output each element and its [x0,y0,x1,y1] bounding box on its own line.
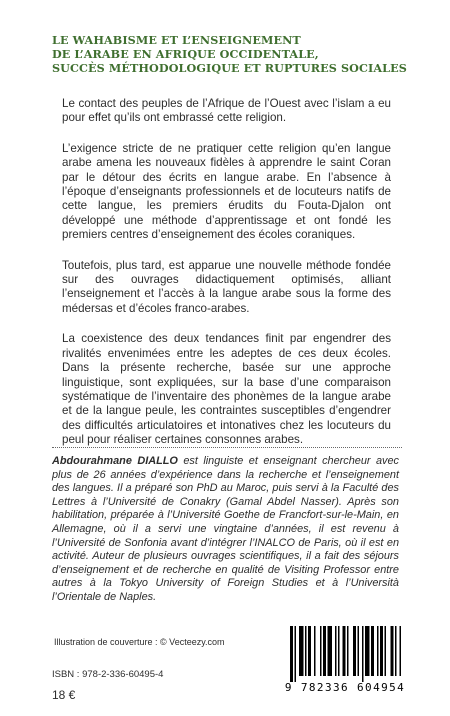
summary-paragraph-4: La coexistence des deux tendances finit par engendrer des rivalités envenimées entre les adeptes de ces deux écoles. Dans la présente recherche, basée sur une approche linguistique, sont expliquées, sur la base d’une comparaison systématique de l’inventaire des phonèmes de la langue arabe et de la langue peule, les contraintes susceptibles d’engendrer des difficultés articulatoires et intonatives chez les locuteurs du peul pour réaliser certaines consonnes arabes. [62,332,391,447]
author-bio [52,455,399,605]
cover-illustration-credit: Illustration de couverture : © Vecteezy.com [54,637,225,647]
price: 18 € [52,688,76,702]
summary-paragraph-1: Le contact des peuples de l’Afrique de l’Ouest avec l’islam a eu pour effet qu’ils ont embrassé cette religion. [62,97,391,125]
author-bio-text: est linguiste et enseignant chercheur avec plus de 26 années d’expérience dans la recherche et l’enseignement des langues. Il a préparé son PhD au Maroc, puis servi à la Faculté des Lettres à l’Université de Conakry (Gamal Abdel Nasser). Après son habilitation, préparée à l’Université Goethe de Francfort-sur-le-Main, en Allemagne, où il a servi une vingtaine d’années, il est revenu à l’Université de Sonfonia avant d’intégrer l’INALCO de Paris, où il est en activité. Auteur de plusieurs ouvrages scientifiques, il a fait des séjours d’enseignement et de recherche en qualité de Visiting Professor entre autres à la Tokyo University of Foreign Studies et à l’Università l’Orientale de Naples. [52,455,399,603]
barcode-bars [280,624,410,682]
isbn: ISBN : 978-2-336-60495-4 [52,669,164,680]
author-name: Abdourahmane DIALLO [52,455,178,467]
separator-rule [52,447,402,448]
summary-text [62,97,391,464]
summary-paragraph-2: L’exigence stricte de ne pratiquer cette religion qu’en langue arabe amena les nouveaux fidèles à apprendre le saint Coran par le détour des écrits en langue arabe. En l’absence à l’époque d’enseignants professionnels et de locuteurs natifs de cette langue, les premiers érudits du Fouta-Djalon ont développé une méthode d’apprentissage et ont fondé les premiers centres d’enseignement des écoles coraniques. [62,141,391,242]
book-title [52,33,412,75]
title-line-2: DE L’ARABE EN AFRIQUE OCCIDENTALE, [52,47,319,61]
barcode-digits: 9 782336 604954 [284,681,406,694]
title-line-3: SUCCÈS MÉTHODOLOGIQUE ET RUPTURES SOCIALES [52,61,407,75]
title-line-1: LE WAHABISME ET L’ENSEIGNEMENT [52,33,301,47]
barcode [280,624,410,698]
summary-paragraph-3: Toutefois, plus tard, est apparue une nouvelle méthode fondée sur des ouvrages didactiquement optimisés, alliant l’enseignement et l’accès à la langue arabe sous la forme des médersas et d’écoles franco-arabes. [62,258,391,315]
